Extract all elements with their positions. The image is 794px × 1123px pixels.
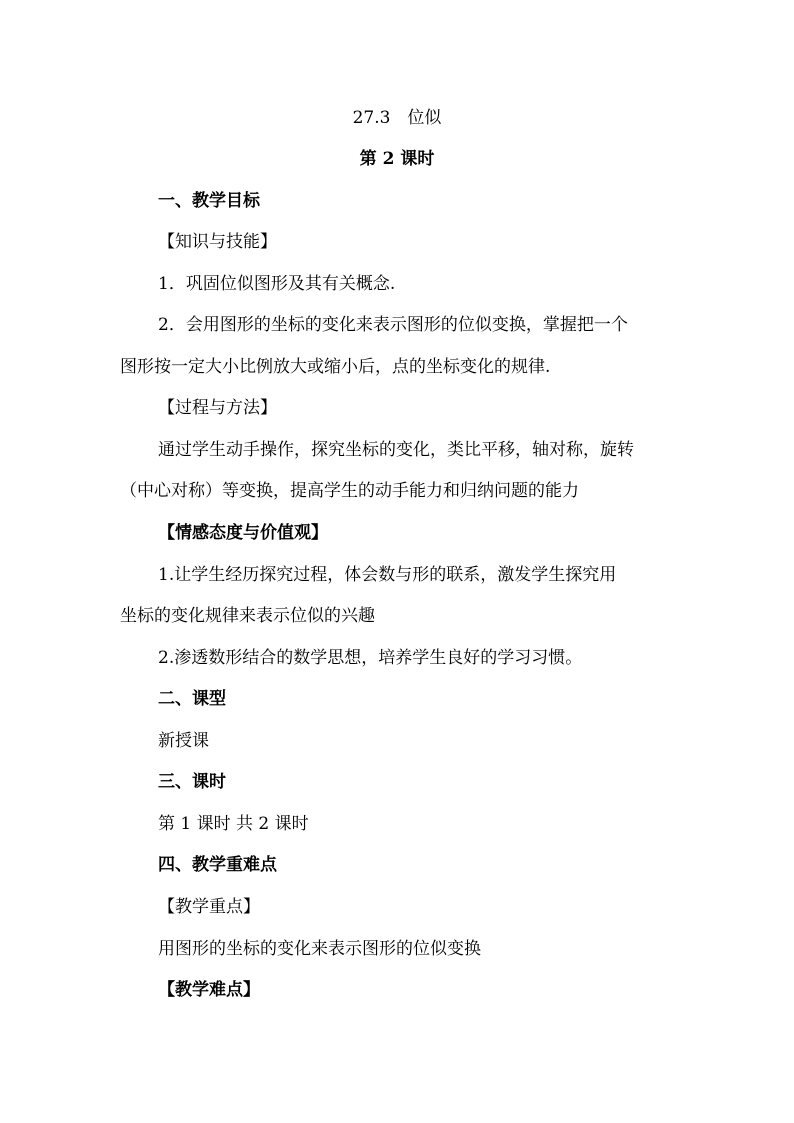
knowledge-item-2-line2: 图形按一定大小比例放大或缩小后，点的坐标变化的规律. (120, 357, 551, 377)
emotion-item-2: 2.渗透数形结合的数学思想，培养学生良好的学习习惯。 (158, 648, 583, 668)
type-body: 新授课 (158, 731, 209, 751)
key-body: 用图形的坐标的变化来表示图形的位似变换 (158, 939, 481, 959)
subheading-knowledge: 【知识与技能】 (158, 232, 277, 252)
knowledge-item-2-line1: 2．会用图形的坐标的变化来表示图形的位似变换，掌握把一个 (158, 315, 628, 335)
section-heading-objectives: 一、教学目标 (158, 191, 260, 211)
subheading-key: 【教学重点】 (158, 897, 260, 917)
process-line2: （中心对称）等变换，提高学生的动手能力和归纳问题的能力 (120, 481, 579, 501)
process-line1: 通过学生动手操作，探究坐标的变化，类比平移，轴对称，旋转 (158, 440, 634, 460)
section-heading-hours: 三、课时 (158, 772, 226, 792)
section-heading-type: 二、课型 (158, 689, 226, 709)
hours-body: 第 1 课时 共 2 课时 (158, 814, 309, 834)
doc-subtitle: 第 2 课时 (359, 149, 435, 169)
subheading-emotion: 【情感态度与价值观】 (158, 523, 328, 543)
section-heading-keypoints: 四、教学重难点 (158, 855, 277, 875)
subheading-process: 【过程与方法】 (158, 398, 277, 418)
subheading-difficult: 【教学难点】 (158, 980, 260, 1000)
emotion-item-1-line1: 1.让学生经历探究过程，体会数与形的联系，激发学生探究用 (158, 565, 617, 585)
knowledge-item-1: 1．巩固位似图形及其有关概念. (158, 274, 396, 294)
doc-title: 27.3 位似 (352, 108, 442, 128)
emotion-item-1-line2: 坐标的变化规律来表示位似的兴趣 (120, 606, 375, 626)
